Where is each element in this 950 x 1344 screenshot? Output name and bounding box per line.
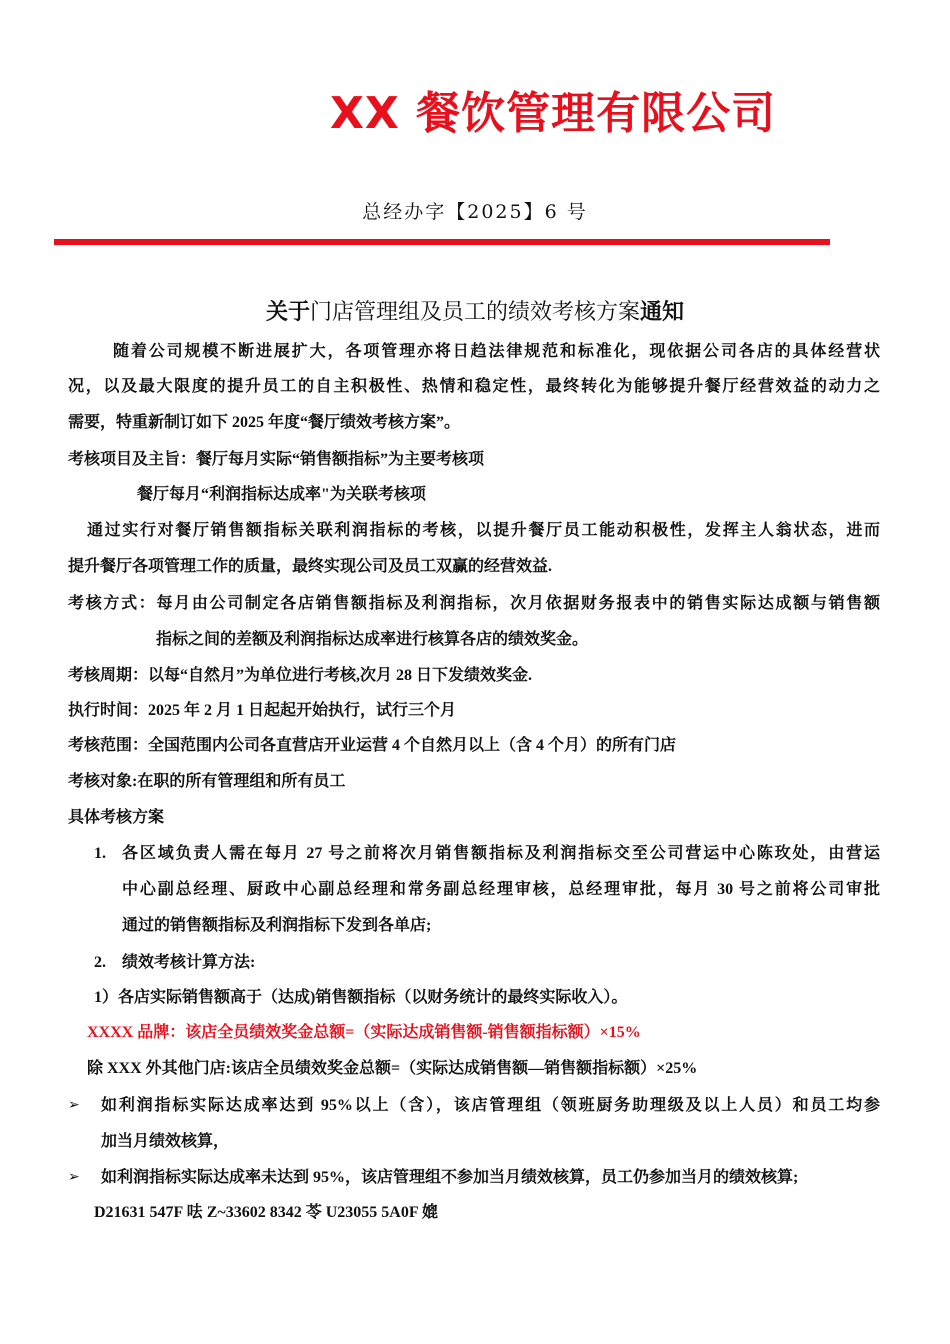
footer-code: D21631 547F 呿 Z~33602 8342 苓 U23055 5A0F 媲 <box>94 1204 439 1221</box>
bullet-2-line: 如利润指标实际达成率未达到 95%，该店管理组不参加当月绩效核算，员工仍参加当月的绩效核算; <box>101 1169 799 1186</box>
cycle-line: 考核周期：以每“自然月”为单位进行考核,次月 28 日下发绩效奖金. <box>68 667 533 684</box>
company-name: XX 餐饮管理有限公司 <box>330 88 777 139</box>
document-number: 总经办字【2025】6 号 <box>362 201 588 223</box>
plan-number-2: 2. <box>94 954 106 971</box>
bullet-arrow-icon: ➢ <box>68 1170 80 1185</box>
title-suffix: 通知 <box>640 300 685 325</box>
target-line: 考核对象:在职的所有管理组和所有员工 <box>68 773 346 790</box>
intro-line-2: 况，以及最大限度的提升员工的自主积极性、热情和稳定性，最终转化为能够提升餐厅经营效益的动力之 <box>68 378 880 395</box>
purpose-line-2: 餐厅每月“利润指标达成率"为关联考核项 <box>137 486 426 503</box>
time-line: 执行时间：2025 年 2 月 1 日起起开始执行，试行三个月 <box>68 702 457 719</box>
intro-line-1: 随着公司规模不断进展扩大，各项管理亦将日趋法律规范和标准化，现依据公司各店的具体经营状 <box>113 343 880 360</box>
bullet-1-line-1: 如利润指标实际达成率达到 95%以上（含），该店管理组（领班厨务助理级及以上人员）和员工均参 <box>101 1097 880 1114</box>
plan-1-line-2: 中心副总经理、厨政中心副总经理和常务副总经理审核，总经理审批，每月 30 号之前将公司审批 <box>122 881 880 898</box>
sub-item-1: 1）各店实际销售额高于（达成)销售额指标（以财务统计的最终实际收入）。 <box>94 989 628 1006</box>
scope-line: 考核范围：全国范围内公司各直营店开业运营 4 个自然月以上（含 4 个月）的所有门店 <box>68 737 677 754</box>
title-prefix: 关于 <box>265 300 310 325</box>
intro-line-3: 需要，特重新制订如下 2025 年度“餐厅绩效考核方案”。 <box>68 414 461 431</box>
plan-1-line-3: 通过的销售额指标及利润指标下发到各单店; <box>122 917 432 934</box>
plan-number-1: 1. <box>94 845 106 862</box>
goal-line-1: 通过实行对餐厅销售额指标关联利润指标的考核，以提升餐厅员工能动积极性，发挥主人翁状态，进而 <box>87 522 880 539</box>
title-middle: 门店管理组及员工的绩效考核方案 <box>309 300 640 325</box>
notice-title <box>0 296 950 330</box>
method-line-1: 考核方式：每月由公司制定各店销售额指标及利润指标，次月依据财务报表中的销售实际达成额与销售额 <box>68 595 880 612</box>
formula-other-stores: 除 XXX 外其他门店:该店全员绩效奖金总额=（实际达成销售额—销售额指标额）×25% <box>87 1060 698 1077</box>
bullet-1-line-2: 加当月绩效核算， <box>101 1133 230 1150</box>
plan-2-text: 绩效考核计算方法: <box>122 954 256 971</box>
formula-brand: XXXX 品牌：该店全员绩效奖金总额=（实际达成销售额-销售额指标额）×15% <box>87 1024 641 1041</box>
method-line-2: 指标之间的差额及利润指标达成率进行核算各店的绩效奖金。 <box>156 631 589 648</box>
goal-line-2: 提升餐厅各项管理工作的质量，最终实现公司及员工双赢的经营效益. <box>68 558 553 575</box>
plan-1-line-1: 各区域负责人需在每月 27 号之前将次月销售额指标及利润指标交至公司营运中心陈玫处，由营运 <box>122 845 880 862</box>
bullet-arrow-icon: ➢ <box>68 1098 80 1113</box>
plan-heading: 具体考核方案 <box>68 809 165 826</box>
purpose-line-1: 考核项目及主旨：餐厅每月实际“销售额指标”为主要考核项 <box>68 451 485 468</box>
red-divider <box>54 239 830 245</box>
